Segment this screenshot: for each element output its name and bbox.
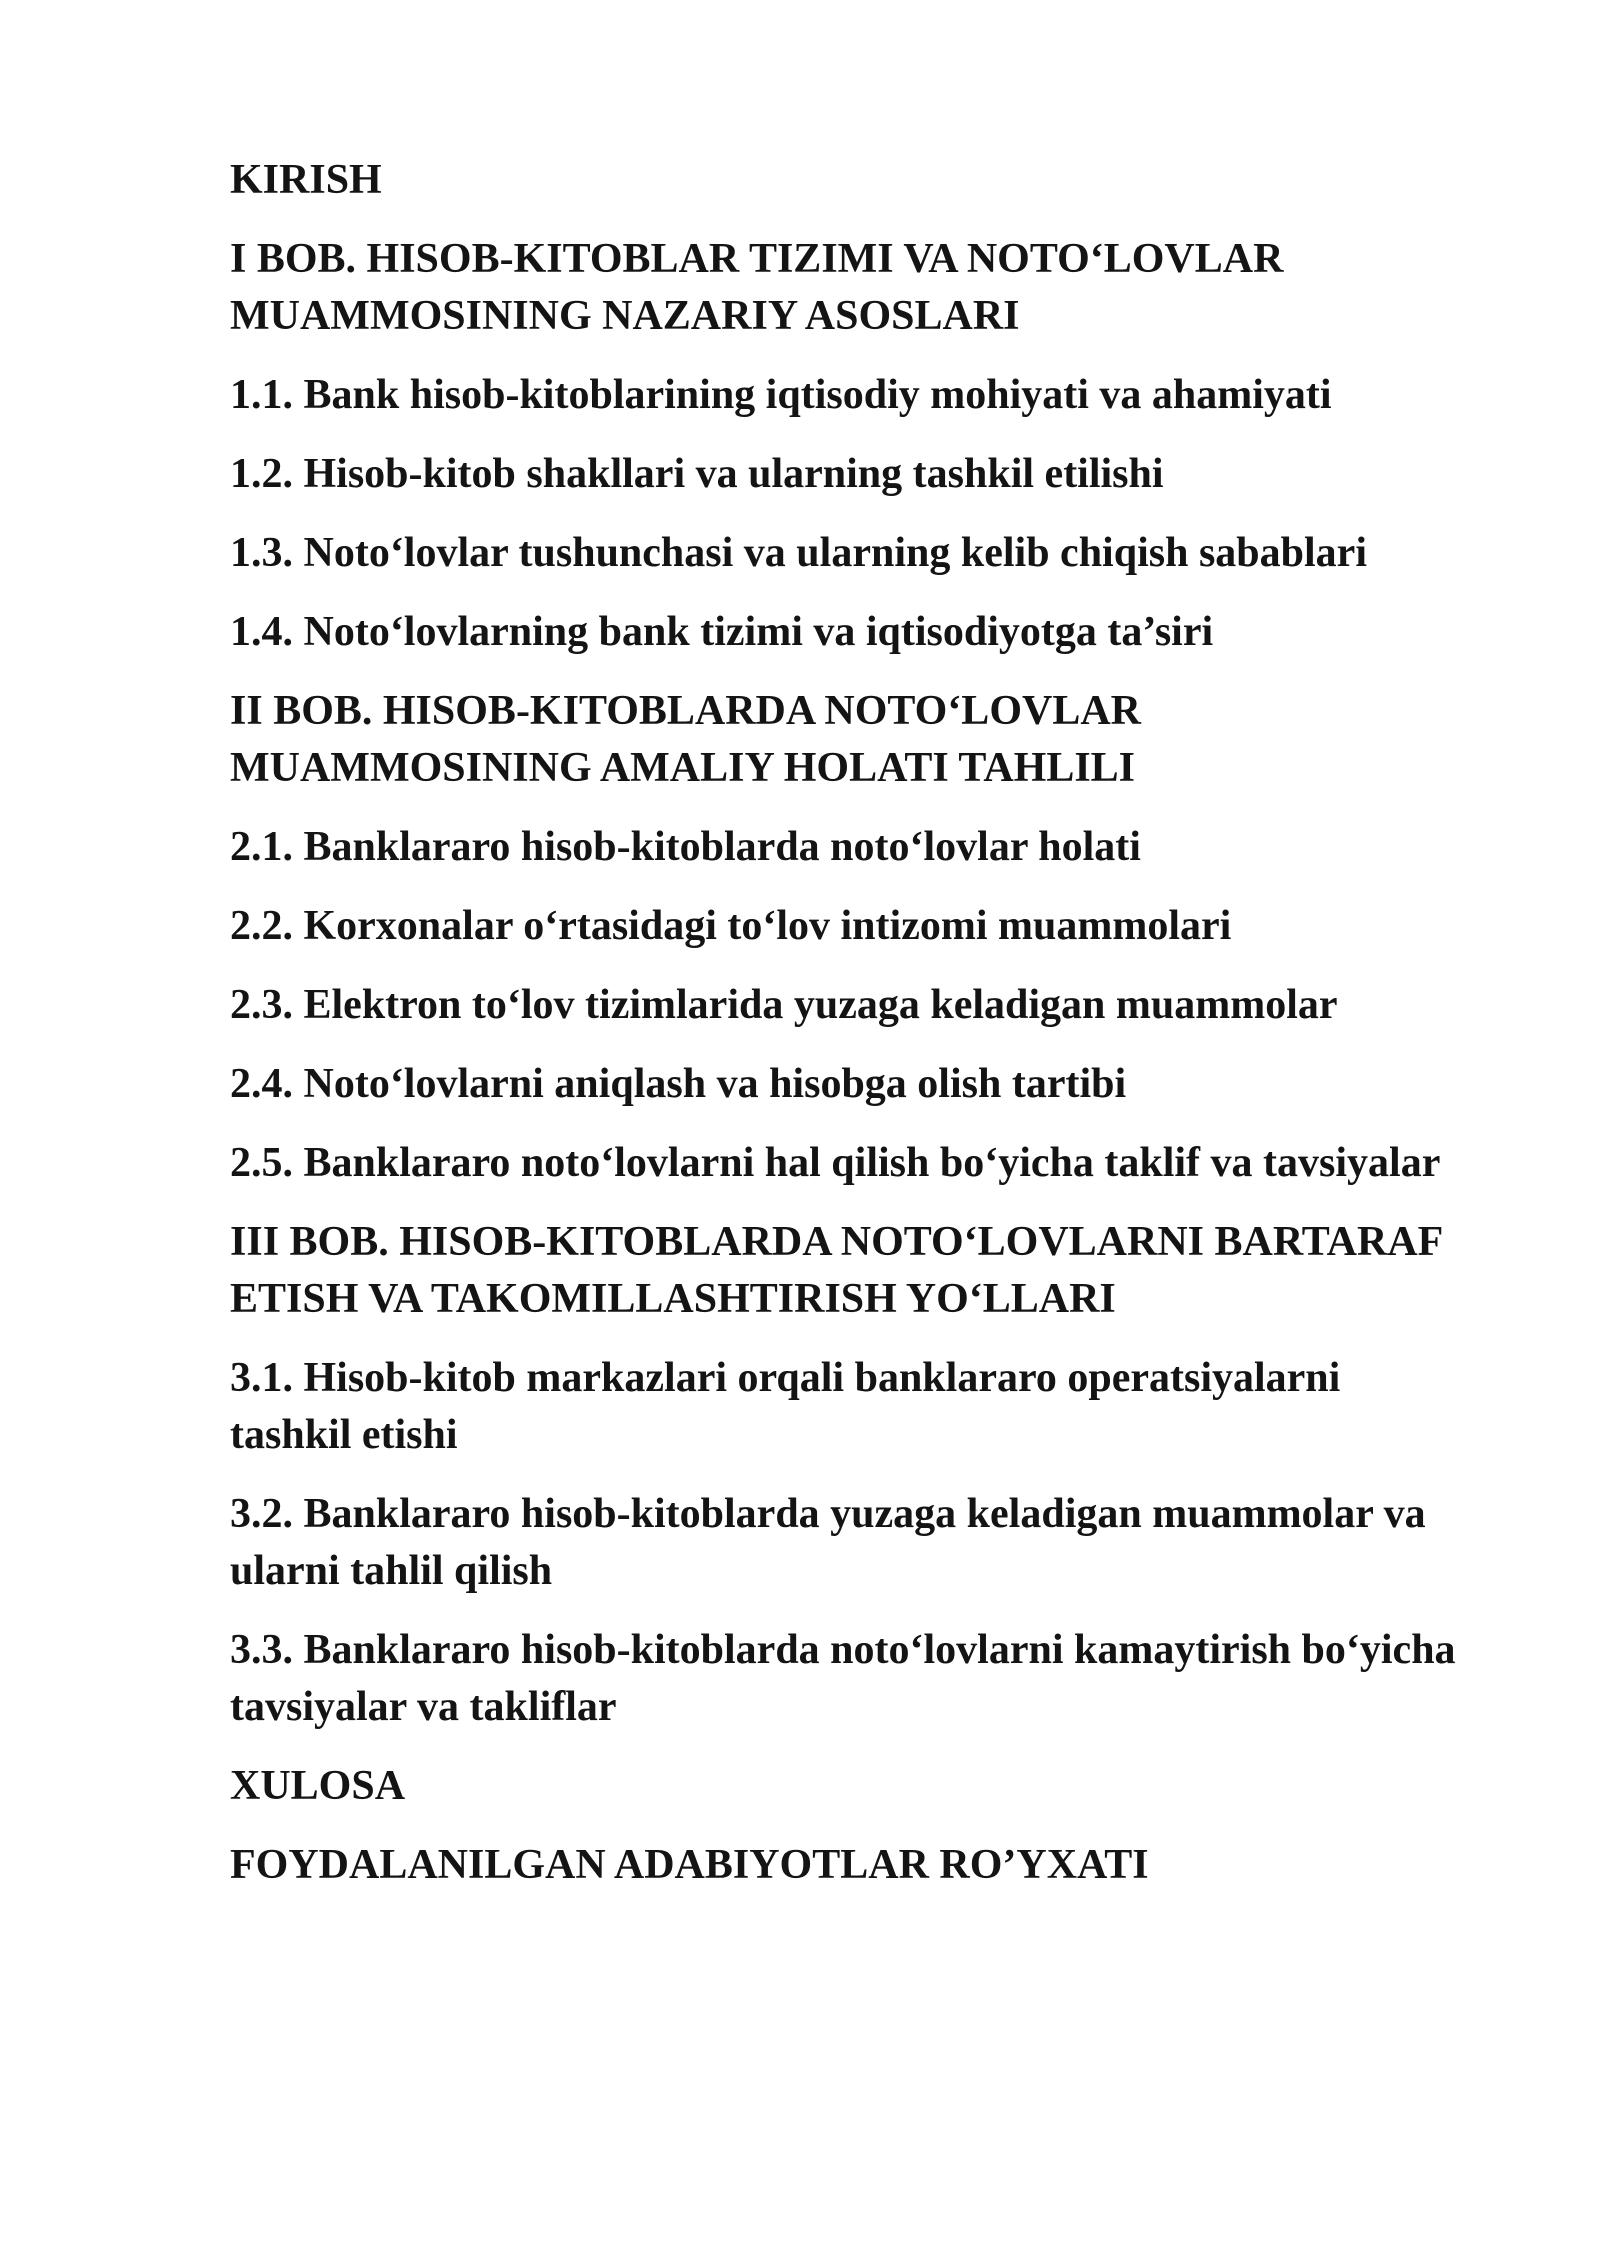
toc-section-2-5: 2.5. Banklararo noto‘lovlarni hal qilish bo‘yicha taklif va tavsiyalar bbox=[230, 1140, 1441, 1186]
toc-section-2-2: 2.2. Korxonalar o‘rtasidagi to‘lov intizomi muammolari bbox=[230, 903, 1232, 949]
toc-conclusion: XULOSA bbox=[230, 1763, 406, 1809]
toc-section-1-4: 1.4. Noto‘lovlarning bank tizimi va iqtisodiyotga ta’siri bbox=[230, 609, 1214, 655]
toc-section-3-1: 3.1. Hisob-kitob markazlari orqali banklararo operatsiyalarni tashkil etishi bbox=[230, 1355, 1341, 1458]
toc-section-2-4: 2.4. Noto‘lovlarni aniqlash va hisobga olish tartibi bbox=[230, 1061, 1127, 1107]
toc-section-2-1: 2.1. Banklararo hisob-kitoblarda noto‘lovlar holati bbox=[230, 824, 1141, 870]
toc-section-1-3: 1.3. Noto‘lovlar tushunchasi va ularning kelib chiqish sabablari bbox=[230, 530, 1367, 576]
table-of-contents bbox=[230, 152, 1520, 1916]
toc-section-1-1: 1.1. Bank hisob-kitoblarining iqtisodiy mohiyati va ahamiyati bbox=[230, 372, 1332, 418]
toc-references: FOYDALANILGAN ADABIYOTLAR RO’YXATI bbox=[230, 1842, 1149, 1888]
toc-chapter-1-heading: I BOB. HISOB-KITOBLAR TIZIMI VA NOTO‘LOVLAR MUAMMOSINING NAZARIY ASOSLARI bbox=[230, 236, 1284, 339]
toc-section-3-3: 3.3. Banklararo hisob-kitoblarda noto‘lovlarni kamaytirish bo‘yicha tavsiyalar va takliflar bbox=[230, 1627, 1456, 1730]
toc-section-1-2: 1.2. Hisob-kitob shakllari va ularning tashkil etilishi bbox=[230, 451, 1164, 497]
toc-section-3-2: 3.2. Banklararo hisob-kitoblarda yuzaga keladigan muammolar va ularni tahlil qilish bbox=[230, 1491, 1426, 1594]
toc-section-2-3: 2.3. Elektron to‘lov tizimlarida yuzaga keladigan muammolar bbox=[230, 982, 1338, 1028]
toc-chapter-3-heading: III BOB. HISOB-KITOBLARDA NOTO‘LOVLARNI BARTARAF ETISH VA TAKOMILLASHTIRISH YO‘LLARI bbox=[230, 1219, 1444, 1322]
toc-chapter-2-heading: II BOB. HISOB-KITOBLARDA NOTO‘LOVLAR MUAMMOSINING AMALIY HOLATI TAHLILI bbox=[230, 688, 1141, 791]
toc-introduction: KIRISH bbox=[230, 157, 382, 203]
